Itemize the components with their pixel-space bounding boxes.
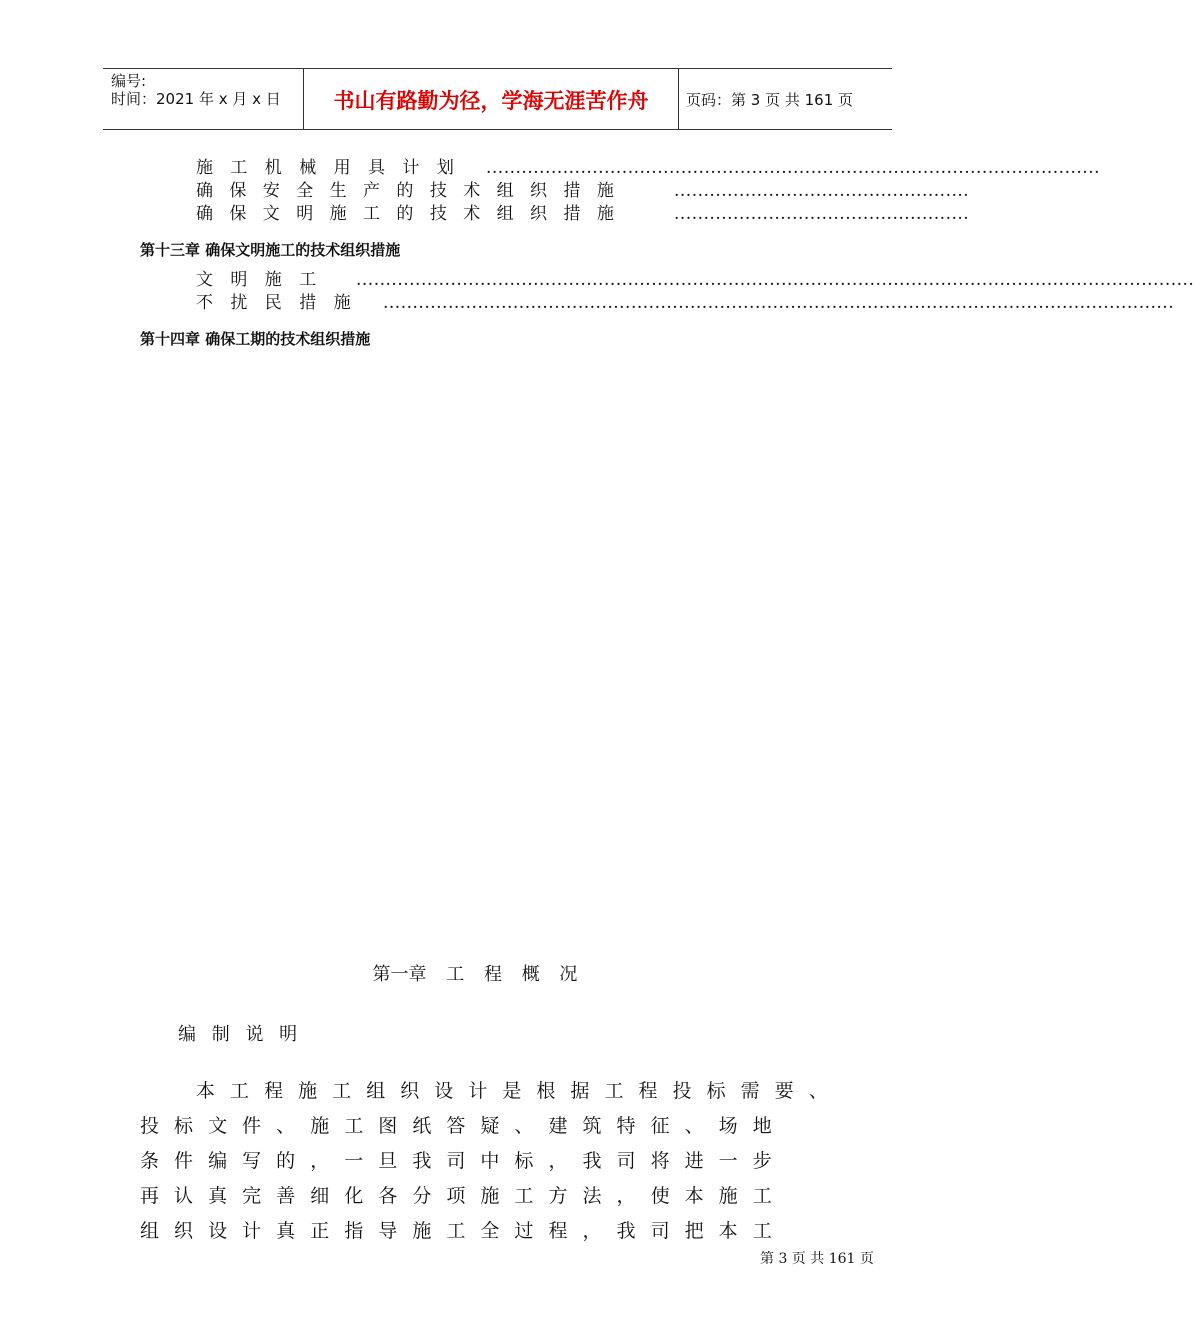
toc-entry: [196, 157, 1100, 179]
toc-chapter-13: 第十三章 确保文明施工的技术组织措施: [140, 241, 401, 259]
header-motto: 书山有路勤为径，学海无涯苦作舟: [333, 89, 649, 113]
paragraph-line: 投 标 文 件 、 施 工 图 纸 答 疑 、 建 筑 特 征 、 场 地: [140, 1115, 772, 1137]
toc-entry-label: 确 保 文 明 施 工 的 技 术 组 织 措 施: [196, 204, 614, 224]
toc-leader-dots: ........................................................................................................: [486, 158, 1100, 178]
paragraph-line: 组 织 设 计 真 正 指 导 施 工 全 过 程 ， 我 司 把 本 工: [140, 1220, 772, 1242]
document-time-label: 时间：2021 年 x 月 x 日: [111, 90, 281, 108]
toc-entry-label: 确 保 安 全 生 产 的 技 术 组 织 措 施: [196, 181, 614, 201]
header-left-cell: [103, 69, 303, 129]
toc-leader-dots: ......................................................................................................................................: [383, 293, 1175, 313]
toc-entry: [196, 292, 1175, 314]
toc-leader-dots: ..............................................................................................................................................: [356, 270, 1194, 290]
header-center-cell: [303, 69, 679, 129]
toc-chapter-14: 第十四章 确保工期的技术组织措施: [140, 330, 371, 348]
header-page-label: 页码：第 3 页 共 161 页: [686, 91, 854, 109]
paragraph-line: 再 认 真 完 善 细 化 各 分 项 施 工 方 法 ， 使 本 施 工: [140, 1185, 772, 1207]
toc-entry-label: 文 明 施 工: [196, 270, 317, 290]
paragraph-line: 条 件 编 写 的 ， 一 旦 我 司 中 标 ， 我 司 将 进 一 步: [140, 1150, 772, 1172]
page-footer: 第 3 页 共 161 页: [760, 1251, 874, 1267]
toc-leader-dots: ..................................................: [674, 204, 970, 224]
toc-entry-label: 施 工 机 械 用 具 计 划: [196, 158, 454, 178]
header-right-cell: [678, 69, 892, 129]
toc-entry-label: 不 扰 民 措 施: [196, 293, 351, 313]
toc-entry: [196, 269, 1194, 291]
toc-entry: [196, 203, 970, 225]
toc-entry: [196, 180, 970, 202]
page-header: [103, 68, 892, 130]
document-number-label: 编号:: [111, 72, 147, 90]
section-title: 编 制 说 明: [178, 1024, 298, 1045]
toc-leader-dots: ..................................................: [674, 181, 970, 201]
paragraph-line: 本 工 程 施 工 组 织 设 计 是 根 据 工 程 投 标 需 要 、: [196, 1080, 828, 1102]
chapter-title: 第一章 工 程 概 况: [372, 964, 578, 985]
